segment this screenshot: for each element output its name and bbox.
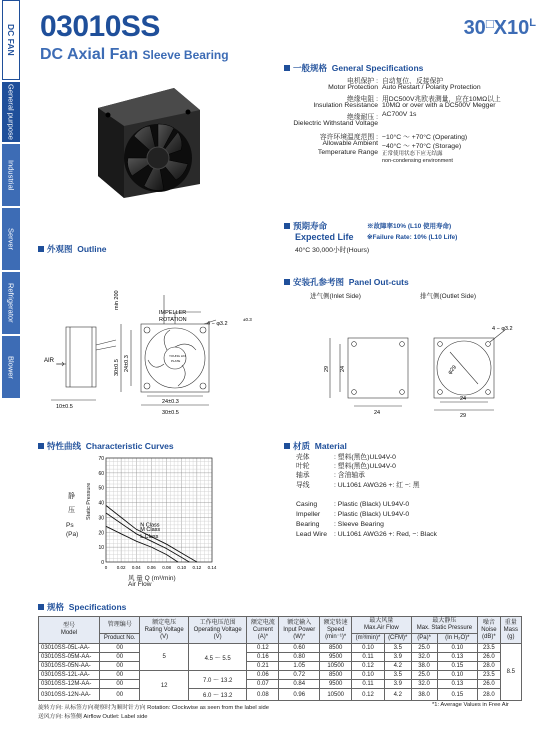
- material-key: Lead Wire: [296, 531, 327, 538]
- material-key: Bearing: [296, 521, 320, 528]
- y-tick-label: 70: [98, 456, 104, 462]
- y-tick-label: 20: [98, 530, 104, 537]
- th-unit: (W)*: [293, 633, 306, 640]
- side-tab-label: Server: [6, 227, 16, 251]
- spec-value: 用DC500V兆欧表测量，应在10MΩ以上: [382, 96, 501, 103]
- series-label-m-class: M Class: [140, 526, 161, 533]
- th-en: Speed: [326, 626, 345, 633]
- cell-model: 03010SS-05N-AA-: [39, 662, 100, 671]
- material-value: 塑料(黑色)UL94V-0: [337, 463, 396, 471]
- th-airflow: [352, 617, 412, 634]
- th-cn: 最大静压: [432, 618, 457, 624]
- cell-voltage: 5: [140, 644, 189, 671]
- heading-cn: 安装孔参考图: [293, 277, 345, 287]
- cell-pressure-pa: 25.0: [411, 671, 437, 680]
- material-row: 导线 : UL1061 AWG26 +: 红 −: 黑: [296, 481, 420, 489]
- th-current: [247, 617, 279, 644]
- cell-noise: 23.5: [478, 671, 500, 680]
- material-value: Plastic (Black) UL94V-0: [337, 501, 410, 508]
- side-tab-label: Blower: [6, 355, 16, 379]
- cell-code: 00: [100, 680, 140, 689]
- cell-airflow-cfm: 3.9: [384, 680, 411, 689]
- th-cn: 最大风量: [369, 618, 394, 624]
- th-code-cn: 管理编号: [100, 617, 140, 634]
- impeller-label: IMPELLER: [159, 310, 187, 316]
- curve-ylabel-en: Static Pressure: [86, 482, 92, 520]
- cell-model: 03010SS-05M-AA-: [39, 653, 100, 662]
- height-outer-label: 30±0.5: [114, 359, 120, 376]
- material-key: 导线: [296, 481, 310, 489]
- rotation-label: ROTATION: [159, 317, 187, 323]
- th-cn: 额定电流: [250, 619, 275, 626]
- th-cn: 额定转速: [323, 619, 348, 626]
- cell-code: 00: [100, 644, 140, 653]
- side-tab-refrigerator[interactable]: [2, 272, 20, 334]
- th-pressure-unit-pa: (Pa)*: [411, 634, 437, 644]
- cell-noise: 26.0: [478, 680, 500, 689]
- th-en: Max.Air Flow: [364, 625, 399, 631]
- th-unit: (min⁻¹)*: [325, 633, 347, 640]
- th-range: [188, 617, 246, 644]
- inlet-side-label: 进气侧(Inlet Side): [310, 293, 361, 300]
- section-bullet-icon: [284, 279, 290, 285]
- spec-row: [280, 111, 540, 120]
- cell-current: 0.06: [247, 671, 279, 680]
- cell-range: 6.0 ～ 13.2: [188, 689, 246, 701]
- th-en: Noise: [481, 626, 497, 633]
- size-badge: [464, 16, 536, 40]
- hole-label: 4 − φ3.2: [207, 321, 228, 327]
- th-cn: 工作电压范围: [199, 619, 236, 626]
- spec-row: [280, 149, 540, 158]
- th-cn: 重量: [504, 619, 517, 626]
- curve-ylabel-cn: [68, 490, 75, 518]
- side-tab-blower[interactable]: [2, 336, 20, 398]
- ylabel-cn-2: 压: [68, 507, 75, 514]
- x-tick-label: 0.02: [116, 565, 126, 570]
- cell-speed: 8500: [320, 644, 352, 653]
- cell-code: 00: [100, 653, 140, 662]
- material-key: 壳体: [296, 454, 310, 461]
- section-bullet-icon: [38, 443, 44, 449]
- side-tab-label: General purpose: [6, 84, 16, 140]
- material-key: Casing: [296, 501, 318, 508]
- cell-noise: 28.0: [478, 662, 500, 671]
- th-unit: (V): [160, 633, 169, 640]
- specifications-table: [38, 616, 522, 701]
- heading-cn: 材质: [293, 441, 311, 451]
- curve-yunit-2: (Pa): [66, 531, 79, 538]
- spec-label: Temperature Range: [317, 149, 378, 156]
- heading-en: Outline: [77, 244, 107, 254]
- spec-row: [280, 93, 540, 102]
- spec-label: Allowable Ambient: [322, 140, 378, 147]
- expected-life-heading-en: Expected Life: [295, 232, 354, 242]
- th-cn: 额定电压: [152, 619, 177, 626]
- cell-airflow-cmm: 0.11: [352, 680, 385, 689]
- cell-power: 0.84: [279, 680, 320, 689]
- heading-en: Material: [314, 441, 347, 451]
- cell-code: 00: [100, 689, 140, 701]
- side-tab-server[interactable]: [2, 208, 20, 270]
- th-code-en: Product No.: [100, 634, 140, 644]
- cell-model: 03010SS-12L-AA-: [39, 671, 100, 680]
- material-heading: [284, 440, 347, 452]
- cell-pressure-inh2o: 0.10: [437, 671, 478, 680]
- material-row: 叶轮 : 塑料(黑色)UL94V-0: [296, 463, 396, 471]
- cell-pressure-inh2o: 0.15: [437, 689, 478, 701]
- material-value: UL1061 AWG26 +: 红 −: 黑: [337, 481, 420, 489]
- cell-current: 0.07: [247, 680, 279, 689]
- outline-drawing: [36, 290, 266, 420]
- x-tick-label: 0.10: [177, 565, 187, 570]
- hub-label-bottom: PLATE: [171, 359, 181, 363]
- side-tab-label: Industrial: [6, 159, 16, 191]
- heading-cn: 外观图: [47, 244, 73, 254]
- cell-airflow-cmm: 0.11: [352, 653, 385, 662]
- table-row: [39, 671, 522, 680]
- width-inner-label: 24±0.3: [162, 399, 179, 405]
- side-tab-industrial[interactable]: [2, 144, 20, 206]
- th-en: Input Power: [283, 626, 316, 633]
- heading-en: Panel Out-cuts: [348, 277, 409, 287]
- table-row: [39, 689, 522, 701]
- specifications-heading: [38, 601, 126, 613]
- th-airflow-unit-cfm: (CFM)*: [384, 634, 411, 644]
- spec-label: Dielectric Withstand Voltage: [293, 120, 378, 127]
- size-suffix: X10: [493, 17, 530, 39]
- cell-pressure-inh2o: 0.13: [437, 653, 478, 662]
- spec-label: 电机保护 :: [347, 78, 378, 85]
- th-unit: (V): [213, 633, 222, 640]
- heading-en: Specifications: [68, 602, 127, 612]
- y-tick-label: 10: [98, 545, 104, 552]
- spec-value: −40°C ～ +70°C (Storage): [382, 143, 462, 150]
- cell-airflow-cfm: 3.9: [384, 653, 411, 662]
- material-cn-block: [296, 453, 420, 490]
- air-label: AIR: [44, 358, 55, 364]
- cell-speed: 10500: [320, 662, 352, 671]
- depth-label: 10±0.5: [56, 404, 73, 410]
- hole-tolerance: ±0.3: [243, 317, 252, 322]
- cell-power: 1.05: [279, 662, 320, 671]
- width-outer-label: 30±0.5: [162, 410, 179, 416]
- x-tick-label: 0: [104, 565, 108, 570]
- side-tab-label: Refrigerator: [6, 283, 16, 323]
- heading-cn: 规格: [47, 602, 65, 612]
- spec-value: −10°C ～ +70°C (Operating): [382, 134, 468, 141]
- th-unit: (A)*: [257, 633, 269, 640]
- side-tab-bar: [0, 0, 22, 400]
- th-en: Rating Voltage: [144, 626, 184, 633]
- product-subtitle: [40, 46, 229, 64]
- side-view-body: [66, 327, 96, 387]
- cell-speed: 9500: [320, 680, 352, 689]
- panel-outlet-width-29: 29: [460, 413, 467, 418]
- cell-power: 0.60: [279, 644, 320, 653]
- th-model: [39, 617, 100, 644]
- heading-en: Characteristic Curves: [85, 441, 174, 451]
- th-cn: 型号: [62, 623, 75, 629]
- table-row: [39, 644, 522, 653]
- th-en: Max. Static Pressure: [416, 625, 473, 631]
- th-speed: [320, 617, 352, 644]
- hub-label-top: YOUNG LIN: [169, 354, 186, 358]
- cell-speed: 8500: [320, 671, 352, 680]
- material-value: 塑料(黑色)UL94V-0: [337, 454, 396, 461]
- th-pressure: [411, 617, 478, 634]
- expected-life-note-cn: ※故障率10% (L10 使用寿命): [367, 223, 452, 230]
- cell-range: 4.5 ～ 5.5: [188, 644, 246, 671]
- footer-airflow-note: 送风方向: 标签侧 Airflow Outlet: Label side: [38, 714, 148, 720]
- side-tab-general-purpose[interactable]: [2, 82, 20, 142]
- x-tick-label: 0.06: [147, 565, 156, 570]
- material-value: 含油轴承: [337, 472, 365, 480]
- heading-cn: 预期寿命: [293, 221, 328, 231]
- cell-pressure-pa: 38.0: [411, 662, 437, 671]
- table-row: [39, 680, 522, 689]
- material-row: Lead Wire : UL1061 AWG26 +: Red, −: Black: [296, 531, 437, 538]
- size-superscript: L: [529, 17, 536, 29]
- material-value: Plastic (Black) UL94V-0: [337, 511, 410, 518]
- cell-pressure-pa: 32.0: [411, 680, 437, 689]
- cell-range: 7.0 ～ 13.2: [188, 671, 246, 689]
- curve-yunit: Ps: [66, 522, 74, 529]
- cell-code: 00: [100, 671, 140, 680]
- cell-power: 0.72: [279, 671, 320, 680]
- cell-speed: 9500: [320, 653, 352, 662]
- cell-pressure-inh2o: 0.15: [437, 662, 478, 671]
- cell-model: 03010SS-12N-AA-: [39, 689, 100, 701]
- y-tick-label: 60: [98, 470, 104, 477]
- y-tick-label: 0: [101, 560, 104, 566]
- spec-label: 绝缘耐压 :: [347, 114, 378, 121]
- cell-airflow-cfm: 3.5: [384, 671, 411, 680]
- spec-label: Insulation Resistance: [313, 102, 378, 109]
- curve-xlabel-cn: 风 量 Q (m³/min): [128, 575, 176, 582]
- material-row: Bearing : Sleeve Bearing: [296, 521, 384, 528]
- section-bullet-icon: [284, 65, 290, 71]
- panel-height-29: 29: [324, 365, 330, 372]
- spec-row: [280, 75, 540, 84]
- cell-pressure-pa: 32.0: [411, 653, 437, 662]
- heading-cn: 一般规格: [293, 63, 328, 73]
- x-tick-label: 0.08: [162, 565, 171, 570]
- cell-airflow-cfm: 4.2: [384, 689, 411, 701]
- material-row: 轴承 : 含油轴承: [296, 472, 365, 480]
- footer-rotation-note: 旋转方向: 从标签方向观察时为顺时针方向 Rotation: Clockwise as seen from the label side: [38, 705, 269, 711]
- cell-airflow-cmm: 0.12: [352, 689, 385, 701]
- panel-outlet-width-24: 24: [460, 396, 467, 402]
- x-tick-label: 0.12: [192, 565, 202, 570]
- lead-length-label: min 200: [114, 290, 120, 310]
- panel-outcut-drawing: [300, 318, 540, 418]
- th-power: [279, 617, 320, 644]
- cell-noise: 28.0: [478, 689, 500, 701]
- characteristic-curve-chart: [90, 452, 220, 577]
- product-line: DC Axial Fan: [40, 46, 139, 63]
- spec-row: [280, 84, 540, 93]
- square-icon: □: [485, 16, 494, 31]
- y-tick-label: 50: [98, 485, 104, 492]
- outline-heading: [38, 243, 107, 255]
- expected-life-value: 40°C 30,000小时(Hours): [295, 247, 370, 254]
- series-label-n-class: N Class: [140, 522, 160, 529]
- spec-label: 容许环境温度范围 :: [319, 134, 378, 141]
- cell-speed: 10500: [320, 689, 352, 701]
- cell-pressure-pa: 25.0: [411, 644, 437, 653]
- material-row: Casing : Plastic (Black) UL94V-0: [296, 501, 410, 508]
- x-tick-label: 0.14: [207, 565, 217, 570]
- cell-airflow-cfm: 4.2: [384, 662, 411, 671]
- material-value: Sleeve Bearing: [337, 521, 384, 528]
- material-value: UL1061 AWG26 +: Red, −: Black: [337, 531, 437, 538]
- th-unit: (dB)*: [482, 633, 496, 640]
- material-row: Impeller : Plastic (Black) UL94V-0: [296, 511, 410, 518]
- th-noise: [478, 617, 500, 644]
- th-mass: [500, 617, 521, 644]
- section-bullet-icon: [38, 604, 44, 610]
- th-en: Current: [252, 626, 273, 633]
- spec-value: 自动复位、反接保护: [382, 78, 444, 85]
- spec-row: [280, 120, 540, 129]
- spec-value: AC700V 1s: [382, 111, 417, 118]
- front-view-body: [141, 324, 209, 392]
- cell-pressure-pa: 38.0: [411, 689, 437, 701]
- th-pressure-unit-inh2o: (In H₂O)*: [437, 634, 478, 644]
- spec-value: non-condensing environment: [382, 158, 453, 164]
- spec-label: 绝缘电阻 :: [347, 96, 378, 103]
- th-cn: 额定输入: [287, 619, 312, 626]
- section-bullet-icon: [284, 223, 290, 229]
- cell-noise: 26.0: [478, 653, 500, 662]
- fan-photo: [88, 80, 208, 200]
- cell-airflow-cfm: 3.5: [384, 644, 411, 653]
- spec-value: Auto Restart / Polarity Protection: [382, 84, 481, 91]
- model-title: 03010SS: [40, 10, 160, 43]
- cell-code: 00: [100, 662, 140, 671]
- cell-airflow-cmm: 0.10: [352, 644, 385, 653]
- cell-airflow-cmm: 0.10: [352, 671, 385, 680]
- cell-current: 0.21: [247, 662, 279, 671]
- spec-value: 正常使用状态下应无结露: [382, 151, 443, 157]
- expected-life-note-en: ※Failure Rate: 10% (L10 Life): [367, 234, 458, 241]
- panel-hole-label: 4 − φ3.2: [492, 326, 513, 332]
- section-bullet-icon: [284, 443, 290, 449]
- material-row: 壳体 : 塑料(黑色)UL94V-0: [296, 454, 396, 461]
- th-unit: (g): [507, 633, 515, 640]
- table-row: [39, 653, 522, 662]
- th-cn: 噪音: [482, 619, 495, 626]
- cell-mass: 8.5: [500, 644, 521, 701]
- cell-pressure-inh2o: 0.10: [437, 644, 478, 653]
- cell-noise: 23.5: [478, 644, 500, 653]
- cell-voltage: 12: [140, 671, 189, 701]
- footer-average-note: *1: Average Values in Free Air: [432, 702, 509, 708]
- general-specs-heading: [284, 62, 423, 74]
- spec-label: Motor Protection: [328, 84, 378, 91]
- series-label-l-class: L Class: [140, 534, 159, 541]
- cell-model: 03010SS-12M-AA-: [39, 680, 100, 689]
- x-tick-label: 0.04: [131, 565, 141, 570]
- spec-value: 10MΩ or over with a DC500V Megger: [382, 102, 496, 109]
- panel-outcuts-heading: [284, 276, 409, 288]
- spec-row: [280, 102, 540, 111]
- heading-en: General Specifications: [331, 63, 424, 73]
- heading-cn: 特性曲线: [47, 441, 82, 451]
- expected-life-heading: [284, 220, 327, 232]
- curves-heading: [38, 440, 174, 452]
- cell-current: 0.12: [247, 644, 279, 653]
- cell-pressure-inh2o: 0.13: [437, 680, 478, 689]
- section-bullet-icon: [38, 246, 44, 252]
- height-inner-label: 24±0.3: [124, 355, 130, 372]
- cell-airflow-cmm: 0.12: [352, 662, 385, 671]
- side-tab-dc-fan[interactable]: [2, 0, 20, 80]
- side-tab-label: DC FAN: [6, 24, 16, 56]
- panel-height-24: 24: [340, 365, 346, 372]
- y-tick-label: 30: [98, 515, 104, 522]
- cell-power: 0.96: [279, 689, 320, 701]
- th-voltage: [140, 617, 189, 644]
- th-en: Operating Voltage: [193, 626, 242, 633]
- panel-diameter-label: φ29: [447, 364, 458, 376]
- cell-current: 0.08: [247, 689, 279, 701]
- th-en: Model: [60, 630, 78, 636]
- size-prefix: 30: [463, 17, 486, 39]
- material-key: 轴承: [296, 472, 310, 480]
- spec-row: [280, 140, 540, 149]
- th-en: Mass: [503, 626, 518, 633]
- material-key: Impeller: [296, 511, 321, 518]
- spec-row: [280, 131, 540, 140]
- table-header-row: [39, 617, 522, 634]
- material-key: 叶轮: [296, 463, 310, 471]
- cell-current: 0.16: [247, 653, 279, 662]
- panel-width-24: 24: [374, 410, 381, 416]
- material-en-block: [296, 500, 437, 540]
- ylabel-cn-1: 静: [68, 493, 75, 500]
- curve-xlabel-en: Air Flow: [128, 581, 152, 588]
- spec-row: [280, 158, 540, 167]
- cell-power: 0.80: [279, 653, 320, 662]
- y-tick-label: 40: [98, 500, 104, 507]
- table-row: [39, 662, 522, 671]
- outlet-side-label: 排气侧(Outlet Side): [420, 293, 476, 300]
- bearing-type: Sleeve Bearing: [142, 48, 229, 62]
- th-airflow-unit-cmm: (m³/min)*: [352, 634, 385, 644]
- cell-model: 03010SS-05L-AA-: [39, 644, 100, 653]
